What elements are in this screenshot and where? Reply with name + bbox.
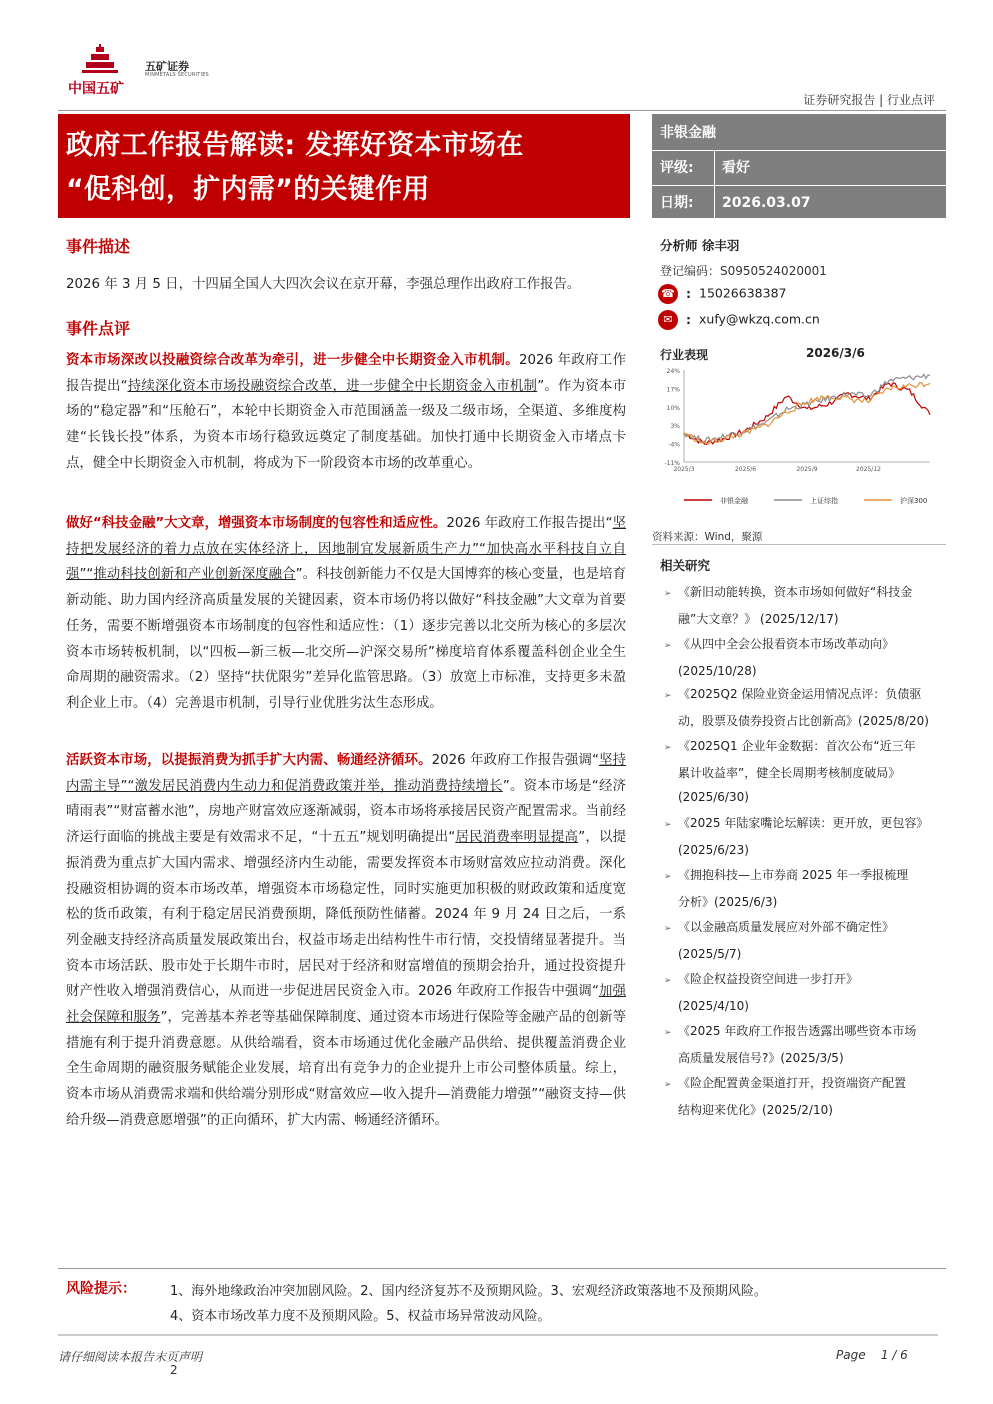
related-report-line	[664, 1046, 946, 1071]
footer-divider	[58, 1334, 938, 1336]
info-divider	[714, 151, 715, 185]
related-research-heading: 相关研究	[660, 558, 711, 573]
related-report-item[interactable]	[664, 967, 946, 1018]
related-report-item[interactable]	[664, 682, 946, 733]
chart-source: 资料来源：Wind，聚源	[652, 531, 763, 543]
related-report-line	[664, 785, 946, 810]
y-tick-label: 3%	[670, 423, 680, 431]
paragraph-text: ”。科技创新能力不仅是大国博弈的核心变量，也是培育新动能、助力国内经济高质量发展的关键因素，资本市场仍将以做好“科技金融”大文章为首要任务，需要不断增强资本市场制度的包容性和适应性：（1）逐步完善以北交所为核心的多层次资本市场转板机制，以“四板—新三板—北交所—沪深交易所”梯度培育体系覆盖科创企业全生命周期的融资需求。（2）坚持“扶优限劣”差异化监管思路。（3）放宽上市标准，支持更多未盈利企业上市。（4）完善退市机制，引导行业优胜劣汰生态形成。	[66, 567, 627, 711]
paragraph-lead: 资本市场深改以投融资综合改革为牵引，进一步健全中长期资金入市机制。	[66, 353, 520, 368]
related-report-text: (2025/4/10)	[678, 998, 749, 1013]
bullet-arrow-icon: ➢	[664, 1080, 672, 1090]
paragraph-text: ”。资本市场是“经济晴雨表”“财富蓄水池”，房地产财富效应逐渐减弱，资本市场将承接居民资产配置需求。当前经济运行面临的挑战主要是有效需求不足，“十五五”规划明确提出“	[66, 778, 627, 846]
paragraph-text: 2026 年政府工作报告提出“	[446, 516, 613, 531]
event-comment-heading: 事件点评	[66, 319, 131, 338]
related-report-text: (2025/5/7)	[678, 946, 742, 961]
related-report-line	[664, 863, 946, 890]
related-report-line	[664, 994, 946, 1019]
x-tick-label: 2025/6	[734, 466, 757, 473]
related-report-line	[664, 734, 946, 761]
risk-line-2: 4、资本市场改革力度不及预期风险。5、权益市场异常波动风险。	[170, 1309, 551, 1324]
comment-paragraph-2	[66, 511, 626, 717]
chart-date: 2026/3/6	[806, 346, 865, 360]
phone-number: 15026638387	[699, 285, 787, 301]
related-report-text: (2025/10/28)	[678, 663, 757, 678]
rating-label: 评级:	[660, 160, 694, 176]
bullet-arrow-icon: ➢	[664, 924, 672, 934]
policy-quote: 持续深化资本市场投融资综合改革，进一步健全中长期资金入市机制	[127, 378, 538, 394]
related-report-line	[664, 580, 946, 607]
analyst-registration: 登记编码：S0950524020001	[660, 264, 827, 278]
report-title-banner	[58, 114, 630, 218]
related-report-text: 《2025 年陆家嘴论坛解读：更开放，更包容》	[678, 816, 929, 830]
related-report-text: 结构迎来优化》(2025/2/10)	[678, 1102, 833, 1117]
related-report-text: 《以金融高质量发展应对外部不确定性》	[678, 920, 895, 934]
related-report-line	[664, 632, 946, 659]
bullet-arrow-icon: ➢	[664, 976, 672, 986]
comment-paragraph-3	[66, 748, 626, 1134]
bullet-arrow-icon: ➢	[664, 820, 672, 830]
email-address[interactable]: xufy@wkzq.com.cn	[699, 311, 820, 327]
paragraph-lead: 活跃资本市场，以提振消费为抓手扩大内需、畅通经济循环。	[66, 753, 432, 768]
related-report-item[interactable]	[664, 863, 946, 914]
report-title-line-2: “促科创，扩内需”的关键作用	[66, 174, 430, 205]
policy-quote: 加强社会保障和服务	[66, 984, 626, 1026]
series-line	[684, 383, 930, 445]
rating-value: 看好	[722, 160, 750, 176]
related-report-line	[664, 915, 946, 942]
paragraph-text: 2026 年政府工作报告强调“	[431, 753, 599, 768]
related-report-text: 融”大文章？》 (2025/12/17)	[678, 611, 839, 626]
related-report-line	[664, 942, 946, 967]
y-tick-label: 10%	[666, 404, 680, 412]
bullet-arrow-icon: ➢	[664, 743, 672, 753]
event-description-heading: 事件描述	[66, 237, 131, 256]
y-tick-label: 24%	[666, 368, 680, 375]
report-title-line-1: 政府工作报告解读: 发挥好资本市场在	[66, 130, 524, 161]
company-logo-icon	[82, 44, 118, 74]
paragraph-text: 2026 年政府工作报告提出“	[66, 353, 626, 394]
related-report-text: (2025/6/30)	[678, 790, 749, 804]
rating-row	[652, 151, 946, 185]
phone-icon: ☎	[658, 284, 678, 304]
date-label: 日期:	[660, 195, 694, 211]
footer-index: 2	[170, 1363, 178, 1377]
rating-info-panel	[652, 114, 946, 218]
related-report-text: 《从四中全会公报看资本市场改革动向》	[678, 637, 895, 651]
risk-label: 风险提示：	[66, 1281, 136, 1297]
risk-line-1: 1、海外地缘政治冲突加剧风险。2、国内经济复苏不及预期风险。3、宏观经济政策落地不及预期风险。	[170, 1284, 767, 1299]
sector-row	[652, 116, 946, 150]
related-report-text: 累计收益率”，健全长周期考核制度破局》	[678, 765, 901, 780]
analyst-email	[658, 310, 820, 330]
policy-quote: 坚持把发展经济的着力点放在实体经济上，因地制宜发展新质生产力”“加快高水平科技自立自强”“推动科技创新和产业创新深度融合	[66, 516, 626, 583]
analyst-name: 分析师 徐丰羽	[660, 238, 740, 253]
related-report-line	[664, 1019, 946, 1046]
bullet-arrow-icon: ➢	[664, 589, 672, 599]
related-report-item[interactable]	[664, 580, 946, 631]
risk-divider	[58, 1268, 946, 1269]
y-tick-label: -11%	[664, 460, 680, 467]
legend-label: 沪深300	[900, 497, 928, 505]
related-report-item[interactable]	[664, 811, 946, 862]
comment-paragraph-1	[66, 348, 626, 477]
x-tick-label: 2025/12	[856, 466, 881, 473]
y-tick-label: -4%	[668, 441, 680, 449]
policy-quote: 居民消费率明显提高	[455, 830, 579, 846]
related-report-item[interactable]	[664, 1019, 946, 1070]
contact-colon: :	[686, 311, 691, 327]
industry-performance-chart	[654, 362, 946, 512]
x-tick-label: 2025/3	[673, 466, 695, 473]
related-report-line	[664, 709, 946, 734]
related-report-line	[664, 967, 946, 994]
related-report-text: 《险企配置黄金渠道打开，投资端资产配置	[678, 1076, 907, 1090]
bullet-arrow-icon: ➢	[664, 691, 672, 701]
related-report-text: 《新旧动能转换，资本市场如何做好“科技金	[678, 585, 913, 599]
date-value: 2026.03.07	[722, 195, 811, 211]
bullet-arrow-icon: ➢	[664, 1028, 672, 1038]
y-tick-label: 17%	[666, 386, 680, 394]
document-type: 证券研究报告 | 行业点评	[803, 93, 935, 107]
page-number: Page 1 / 6	[836, 1348, 908, 1362]
related-report-text: 高质量发展信号?》(2025/3/5)	[678, 1050, 844, 1065]
event-description-text: 2026 年 3 月 5 日，十四届全国人大四次会议在京开幕，李强总理作出政府工作报告。	[66, 277, 581, 292]
mail-icon: ✉	[658, 310, 678, 330]
related-report-text: 动，股票及债券投资占比创新高》(2025/8/20)	[678, 713, 929, 728]
related-report-text: 《2025 年政府工作报告透露出哪些资本市场	[678, 1024, 917, 1038]
series-line	[684, 383, 930, 444]
related-report-item[interactable]	[664, 734, 946, 810]
chart-divider	[652, 544, 946, 545]
related-report-line	[664, 890, 946, 915]
related-report-line	[664, 811, 946, 838]
header-divider	[58, 110, 946, 111]
sector-name: 非银金融	[660, 125, 716, 141]
legend-label: 上证综指	[810, 497, 838, 505]
related-report-item[interactable]	[664, 1071, 946, 1122]
contact-colon: :	[686, 285, 691, 301]
related-report-line	[664, 1098, 946, 1123]
policy-quote: 坚持内需主导”“激发居民消费内生动力和促消费政策并举，推动消费持续增长	[66, 753, 627, 794]
related-report-text: 《2025Q2 保险业资金运用情况点评：负债驱	[678, 687, 922, 701]
paragraph-text: ”，完善基本养老等基础保障制度、通过资本市场进行保险等金融产品的创新等措施有利于提升消费意愿。从供给端看，资本市场通过优化金融产品供给、提供覆盖消费企业全生命周期的融资服务赋能企业发展，培育出有竞争力的企业提升上市公司整体质量。综上，资本市场从消费需求端和供给端分别形成“财富效应—收入提升—消费能力增强”“融资支持—供给升级—消费意愿增强”的正向循环，扩大内需、畅通经济循环。	[66, 1010, 627, 1128]
related-report-line	[664, 682, 946, 709]
related-report-line	[664, 1071, 946, 1098]
date-row	[652, 186, 946, 220]
paragraph-text: ”。作为资本市场的“稳定器”和“压舱石”，本轮中长期资金入市范围涵盖一级及二级市场，全渠道、多维度构建“长钱长投”体系，为资本市场行稳致远奠定了制度基础。加快打通中长期资金入市堵点卡点，健全中长期资金入市机制，将成为下一阶段资本市场的改革重心。	[66, 378, 627, 471]
logo-text-cn: 中国五矿	[68, 81, 124, 97]
brand-name: 五矿证券	[145, 60, 189, 73]
paragraph-lead: 做好“科技金融”大文章，增强资本市场制度的包容性和适应性。	[66, 516, 447, 531]
x-tick-label: 2025/9	[796, 466, 818, 473]
related-report-text: 《拥抱科技—上市券商 2025 年一季报梳理	[678, 868, 909, 882]
related-report-text: 《险企权益投资空间进一步打开》	[678, 972, 859, 986]
info-divider	[714, 186, 715, 220]
bullet-arrow-icon: ➢	[664, 641, 672, 651]
brand-name-en: MINMETALS SECURITIES	[145, 72, 209, 78]
chart-title: 行业表现	[660, 348, 709, 362]
related-report-text: 分析》(2025/6/3)	[678, 894, 778, 909]
related-report-item[interactable]	[664, 915, 946, 966]
related-report-text: (2025/6/23)	[678, 842, 749, 857]
related-report-line	[664, 659, 946, 684]
related-report-item[interactable]	[664, 632, 946, 683]
analyst-phone	[658, 284, 786, 304]
related-report-line	[664, 607, 946, 632]
paragraph-text: ”，以提振消费为重点扩大国内需求、增强经济内生动能，需要发挥资本市场财富效应拉动消费。深化投融资相协调的资本市场改革，增强资本市场稳定性，同时实施更加积极的财政政策和适度宽松的货币政策，有利于稳定居民消费预期，降低预防性储蓄。2024 年 9 月 24 日之后，一系列金融支持经济高质量发展政策出台，权益市场走出结构性牛市行情，交投情绪显著提升。当资本市场活跃、股市处于长期牛市时，居民对于经济和财富增值的预期会抬升，通过投资提升财产性收入增强消费信心，从而进一步促进居民资金入市。2026 年政府工作报告中强调“	[66, 830, 627, 1000]
legend-label: 非银金融	[720, 497, 748, 505]
footer-disclaimer-note: 请仔细阅读本报告末页声明	[58, 1350, 203, 1364]
related-report-line	[664, 838, 946, 863]
related-report-line	[664, 761, 946, 786]
related-report-text: 《2025Q1 企业年金数据：首次公布“近三年	[678, 739, 916, 753]
bullet-arrow-icon: ➢	[664, 872, 672, 882]
